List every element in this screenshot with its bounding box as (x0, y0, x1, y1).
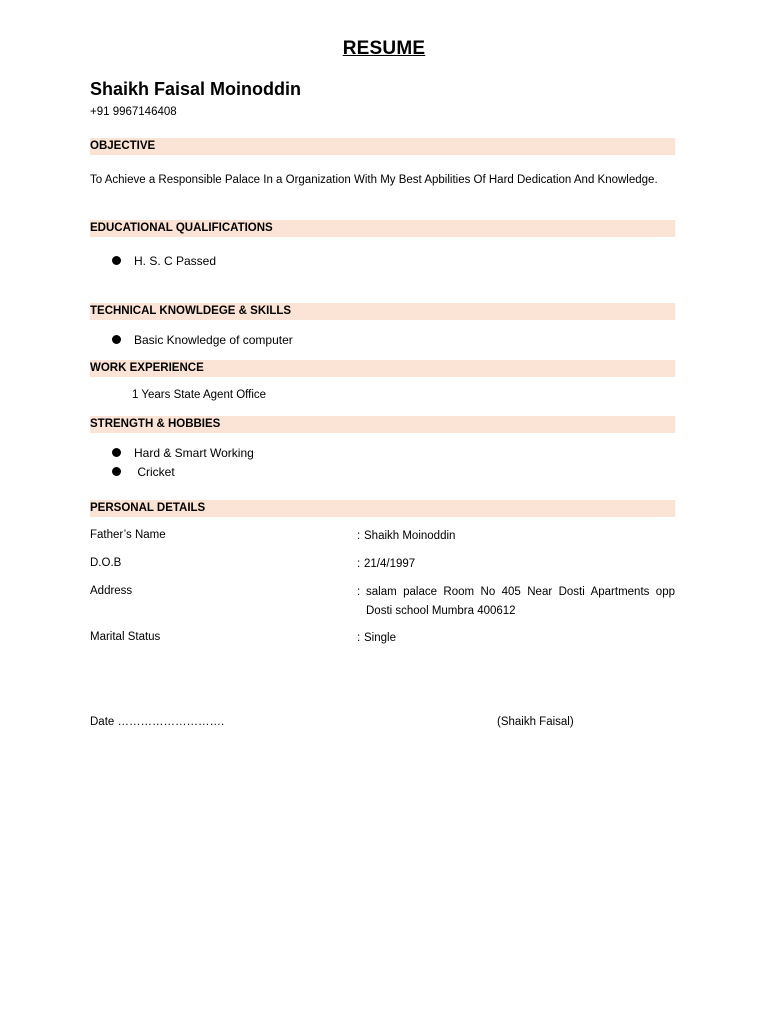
detail-label: Marital Status (90, 631, 161, 643)
section-heading-personal: PERSONAL DETAILS (90, 500, 675, 517)
signature: (Shaikh Faisal) (497, 716, 574, 728)
hobby-item: Cricket (134, 465, 175, 479)
experience-text: 1 Years State Agent Office (132, 389, 267, 401)
list-item (112, 252, 216, 270)
bullet-icon (112, 467, 121, 476)
bullet-icon (112, 448, 121, 457)
detail-label: D.O.B (90, 557, 122, 569)
address-value: salam palace Room No 405 Near Dosti Apartments opp Dosti school Mumbra 400612 (366, 586, 675, 617)
list-item (112, 444, 254, 462)
list-item (112, 331, 293, 349)
bullet-icon (112, 335, 121, 344)
hobby-item: Hard & Smart Working (134, 446, 254, 460)
list-item (112, 463, 175, 481)
section-heading-objective: OBJECTIVE (90, 138, 675, 155)
fathers-name-value: Shaikh Moinoddin (364, 530, 456, 542)
page-title: RESUME (342, 38, 426, 59)
detail-label: Father’s Name (90, 529, 166, 541)
phone-number: +91 9967146408 (90, 106, 177, 118)
objective-text: To Achieve a Responsible Palace In a Organization With My Best Apbilities Of Hard Dedication And Knowledge. (90, 174, 658, 186)
marital-status-value: Single (364, 632, 396, 644)
dob-value: 21/4/1997 (364, 558, 416, 570)
skill-item: Basic Knowledge of computer (134, 333, 293, 347)
detail-label: Address (90, 585, 133, 597)
education-item: H. S. C Passed (134, 254, 217, 268)
bullet-icon (112, 256, 121, 265)
section-heading-hobbies: STRENGTH & HOBBIES (90, 416, 675, 433)
detail-value: : Single (357, 629, 675, 648)
section-heading-education: EDUCATIONAL QUALIFICATIONS (90, 220, 675, 237)
detail-value: : 21/4/1997 (357, 555, 675, 574)
candidate-name: Shaikh Faisal Moinoddin (90, 79, 302, 99)
section-heading-skills: TECHNICAL KNOWLDEGE & SKILLS (90, 303, 675, 320)
date-line: Date ………………………. (90, 716, 225, 728)
detail-value: : Shaikh Moinoddin (357, 527, 675, 546)
section-heading-experience: WORK EXPERIENCE (90, 360, 675, 377)
detail-value: : salam palace Room No 405 Near Dosti Apartments opp Dosti school Mumbra 400612 (357, 583, 675, 621)
